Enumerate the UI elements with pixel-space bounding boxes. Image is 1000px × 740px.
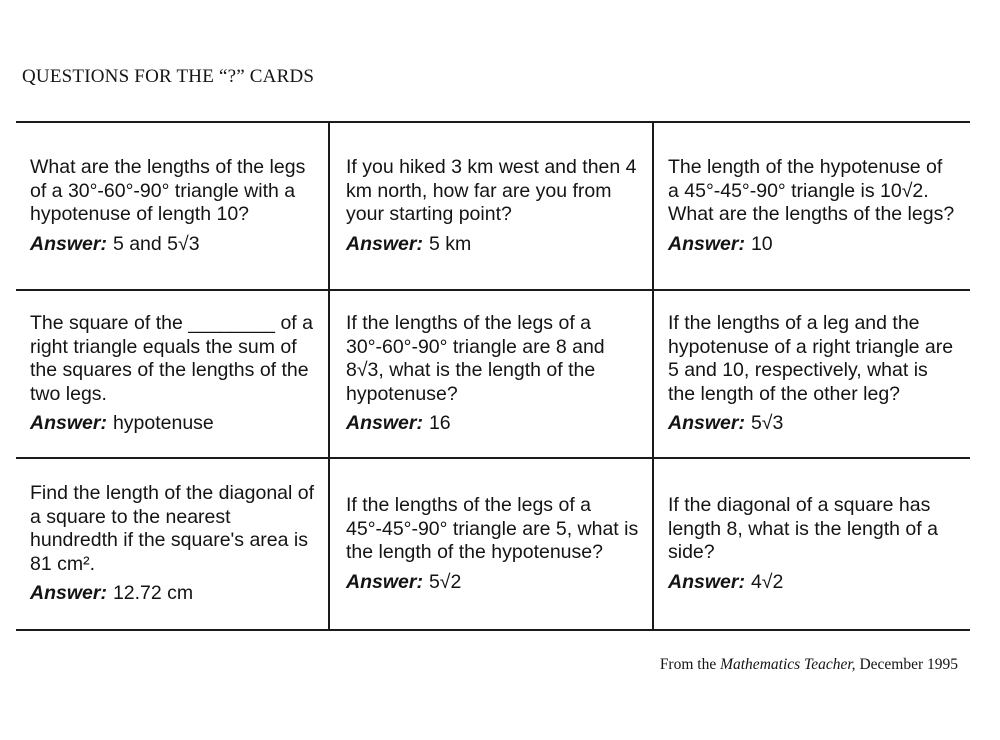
question-cards-table [16,121,970,631]
answer-value: 12.72 cm [112,582,194,605]
card-answer [668,571,958,595]
question-card [330,123,654,289]
answer-value: 5 km [428,232,472,255]
answer-value: 10 [750,232,773,255]
page-title: QUESTIONS FOR THE “?” CARDS [22,66,315,87]
card-answer [668,412,958,436]
card-question: Find the length of the diagonal of a square to the nearest hundredth if the square's area is 81 cm². [30,482,315,575]
answer-value: hypotenuse [112,412,214,435]
card-answer [30,412,316,436]
card-question: If the lengths of the legs of a 45°-45°-90° triangle are 5, what is the length of the hypotenuse? [346,494,639,563]
table-row [16,459,970,631]
answer-value: 5 and 5√3 [112,232,200,255]
card-answer [668,233,958,257]
card-question: If the diagonal of a square has length 8, what is the length of a side? [668,494,938,563]
card-question: The length of the hypotenuse of a 45°-45°-90° triangle is 10√2. What are the lengths of the legs? [668,156,955,225]
question-card [330,291,654,457]
question-card [16,459,330,629]
question-card [330,459,654,629]
card-question: The square of the ________ of a right triangle equals the sum of the squares of the lengths of the two legs. [30,312,313,405]
answer-label: Answer: [346,412,423,435]
card-question: If the lengths of a leg and the hypotenuse of a right triangle are 5 and 10, respectively, what is the length of the other leg? [668,312,954,405]
answer-value: 16 [428,412,451,435]
card-question: If you hiked 3 km west and then 4 km north, how far are you from your starting point? [346,156,637,225]
card-answer [346,412,640,436]
answer-value: 5√2 [428,570,462,593]
card-answer [30,233,316,257]
answer-label: Answer: [30,412,107,435]
answer-label: Answer: [668,412,745,435]
citation-date: December 1995 [855,656,958,673]
card-question: What are the lengths of the legs of a 30°-60°-90° triangle with a hypotenuse of length 10? [30,156,306,225]
table-row [16,123,970,291]
card-answer [30,582,316,606]
source-citation [660,656,958,674]
answer-label: Answer: [668,570,745,593]
answer-value: 4√2 [750,570,784,593]
question-card [654,459,970,629]
question-card [16,291,330,457]
question-card [16,123,330,289]
card-answer [346,233,640,257]
citation-prefix: From the [659,656,721,673]
citation-source: Mathematics Teacher, [720,656,856,673]
table-row [16,291,970,459]
answer-value: 5√3 [750,412,784,435]
card-answer [346,571,640,595]
answer-label: Answer: [30,582,107,605]
answer-label: Answer: [346,232,423,255]
question-card [654,291,970,457]
question-card [654,123,970,289]
answer-label: Answer: [668,232,745,255]
answer-label: Answer: [30,232,107,255]
card-question: If the lengths of the legs of a 30°-60°-90° triangle are 8 and 8√3, what is the length of the hypotenuse? [346,312,605,405]
answer-label: Answer: [346,570,423,593]
